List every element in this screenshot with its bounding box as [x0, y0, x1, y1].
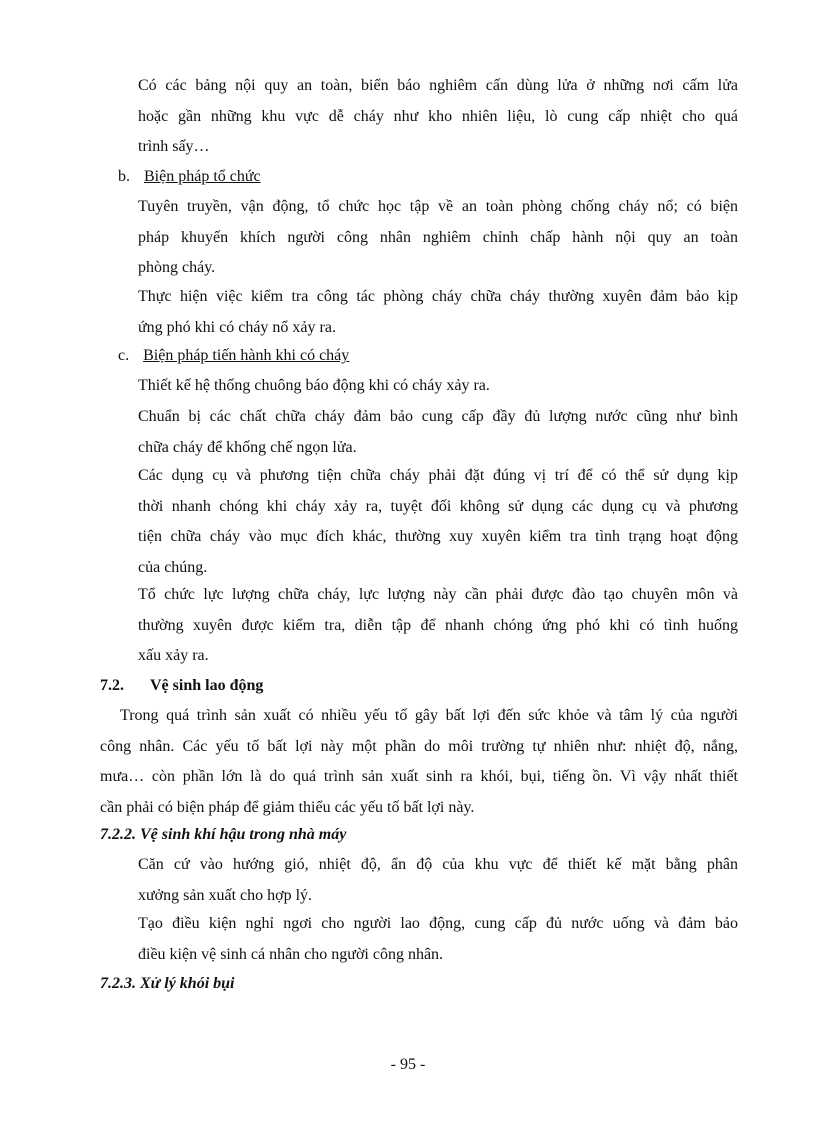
text-line: điều kiện vệ sinh cá nhân cho người công nhân. [138, 945, 444, 963]
text-line: pháp khuyến khích người công nhân nghiêm chỉnh chấp hành nội quy an toàn [138, 228, 738, 246]
paragraph-firefighting-force [138, 580, 738, 672]
section-heading-7-2 [100, 671, 263, 702]
paragraph-climate [138, 850, 738, 911]
text-line: công nhân. Các yếu tố bất lợi này một phần do môi trường tự nhiên như: nhiệt độ, nắng, [100, 737, 738, 755]
subheading-title: Biện pháp tiến hành khi có cháy [143, 347, 350, 364]
text-line: xấu xảy ra. [138, 647, 209, 664]
text-line: Thiết kế hệ thống chuông báo động khi có cháy xảy ra. [138, 377, 490, 394]
list-marker: b. [118, 168, 130, 185]
text-line: Thực hiện việc kiểm tra công tác phòng cháy chữa cháy thường xuyên đảm bảo kịp [138, 288, 738, 305]
paragraph-rest-conditions [138, 909, 738, 970]
section-title: Vệ sinh lao động [150, 677, 264, 694]
page-number: - 95 - [390, 1056, 426, 1073]
text-line: Tổ chức lực lượng chữa cháy, lực lượng này cần phải được đào tạo chuyên môn và [138, 586, 738, 603]
text-line: hoặc gần những khu vực dễ cháy như kho nhiên liệu, lò cung cấp nhiệt cho quá [138, 107, 738, 125]
section-title: 7.2.3. Xử lý khói bụi [100, 975, 235, 992]
text-line: Trong quá trình sản xuất có nhiều yếu tố gây bất lợi đến sức khỏe và tâm lý của người [120, 707, 738, 724]
text-line: cần phải có biện pháp để giảm thiểu các yếu tố bất lợi này. [100, 798, 475, 816]
text-line: của chúng. [138, 558, 208, 576]
subheading-b [118, 162, 261, 193]
section-number: 7.2. [100, 677, 124, 694]
text-line: Căn cứ vào hướng gió, nhiệt độ, ẩn độ của khu vực để thiết kế mặt bằng phân [138, 856, 738, 873]
subheading-title: Biện pháp tổ chức [144, 168, 261, 185]
section-heading-7-2-3 [100, 969, 235, 1000]
text-line: xưởng sản xuất cho hợp lý. [138, 886, 313, 904]
text-line: Tạo điều kiện nghỉ ngơi cho người lao động, cung cấp đủ nước uống và đảm bảo [138, 915, 738, 932]
paragraph-propaganda [138, 192, 738, 284]
paragraph-fire-rules [138, 71, 738, 163]
text-line: Có các bảng nội quy an toàn, biển báo nghiêm cấn dùng lửa ở những nơi cấm lửa [138, 77, 738, 94]
text-line: Tuyên truyền, vận động, tổ chức học tập về an toàn phòng chống cháy nổ; có biện [138, 198, 738, 215]
text-line: tiện chữa cháy vào mục đích khác, thường xuy xuyên kiểm tra tình trạng hoạt động [138, 528, 738, 545]
section-heading-7-2-2 [100, 820, 346, 851]
text-line: thời nhanh chóng khi cháy xảy ra, tuyệt đối không sử dụng các dụng cụ và phương [138, 497, 738, 515]
text-line: Chuẩn bị các chất chữa cháy đảm bảo cung cấp đầy đủ lượng nước cũng như bình [138, 408, 738, 425]
list-marker: c. [118, 347, 130, 364]
paragraph-alarm [138, 371, 738, 402]
text-line: mưa… còn phần lớn là do quá trình sản xuất sinh ra khói, bụi, tiếng ồn. Vì vậy nhất thiết [100, 768, 738, 785]
paragraph-labor-hygiene [100, 701, 738, 823]
text-line: phòng cháy. [138, 259, 216, 276]
paragraph-equipment [138, 461, 738, 583]
text-line: ứng phó khi có cháy nổ xảy ra. [138, 318, 336, 336]
paragraph-inspection [138, 282, 738, 343]
subheading-c [118, 341, 349, 372]
text-line: Các dụng cụ và phương tiện chữa cháy phải đặt đúng vị trí để có thể sử dụng kịp [138, 467, 738, 484]
text-line: thường xuyên được kiểm tra, diễn tập để nhanh chóng ứng phó khi có tình huống [138, 616, 738, 634]
text-line: chữa cháy để khống chế ngọn lửa. [138, 438, 357, 456]
section-title: 7.2.2. Vệ sinh khí hậu trong nhà máy [100, 826, 347, 843]
text-line: trình sấy… [138, 138, 210, 155]
paragraph-extinguishers [138, 402, 738, 463]
